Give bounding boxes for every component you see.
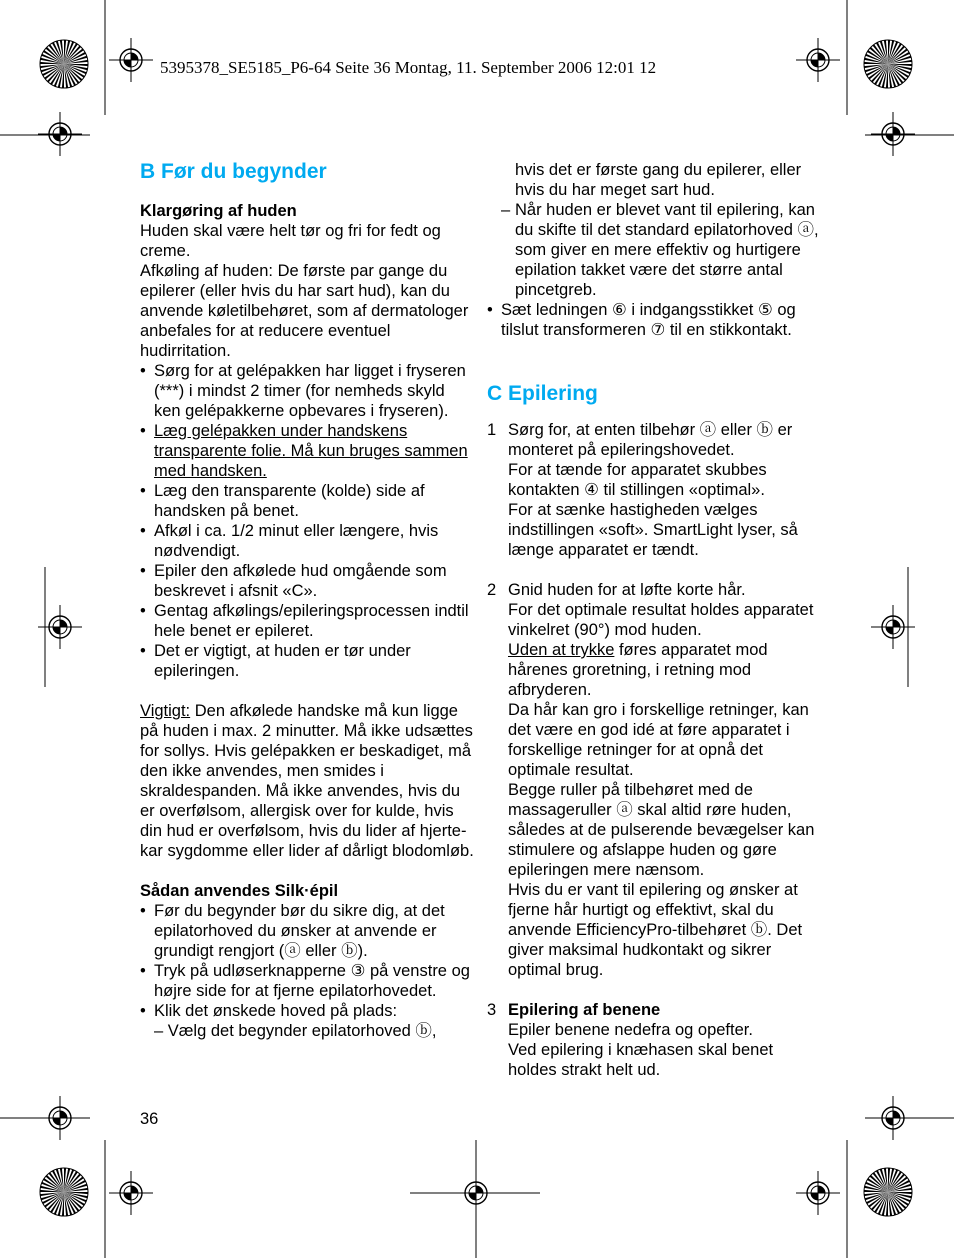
step-text: Epiler benene nedefra og opefter. <box>508 1021 753 1039</box>
paragraph-huden: Huden skal være helt tør og fri for fedt og creme. <box>140 222 441 260</box>
bullet-item: • Gentag afkølings/epileringsprocessen indtil hele benet er epileret. <box>140 601 475 641</box>
step-text: Ved epilering i knæhasen skal benet holdes strakt helt ud. <box>508 1041 774 1079</box>
dash-item: – Vælg det begynder epilatorhoved ⓑ, <box>154 1022 437 1040</box>
starburst-mark <box>40 40 88 88</box>
continued-text: hvis det er første gang du epilerer, eller hvis du har meget sart hud. <box>515 161 802 199</box>
paragraph-afkoling: Afkøling af huden: De første par gange du epilerer (eller hvis du har sart hud), kan du anvende køletilbehøret, som af dermatologer anbefales for at reducere eventuel hudirritation. <box>140 262 469 360</box>
numbered-step-1 <box>487 420 822 560</box>
bullet-item: • Læg den transparente (kolde) side af handsken på benet. <box>140 481 475 521</box>
starburst-mark <box>40 1168 88 1216</box>
step-text: Begge ruller på tilbehøret med de massageruller ⓐ skal altid røre huden, således at de pulserende bevægelser kan stimulere og afslappe huden og gøre epileringen mere nænsom. <box>508 781 815 879</box>
heading-sadan-anvendes: Sådan anvendes Silk·épil <box>140 882 339 900</box>
registration-target-mark <box>38 112 82 156</box>
step-text: Da hår kan gro i forskellige retninger, kan det være en god idé at føre apparatet i forskellige retninger for at opnå det optimale resultat. <box>508 701 809 779</box>
bullet-item: • Epiler den afkølede hud omgående som beskrevet i afsnit «C». <box>140 561 475 601</box>
step-text: For det optimale resultat holdes apparatet vinkelret (90°) mod huden. <box>508 601 814 639</box>
bullet-item: • Det er vigtigt, at huden er tør under epileringen. <box>140 641 475 681</box>
step-number: 2 <box>487 581 497 599</box>
step-heading: Epilering af benene <box>508 1001 661 1019</box>
section-b-title: B Før du begynder <box>140 160 327 183</box>
right-column <box>487 160 822 1080</box>
underlined-text: Læg gelépakken under handskens transparente folie. Må kun bruges sammen med handsken. <box>154 422 468 480</box>
numbered-step-2 <box>487 580 822 980</box>
bullet-item: • Sørg for at gelépakken har ligget i fryseren (***) i mindst 2 timer (for nemheds skyld ken gelépakkerne opbevares i fryseren). <box>140 361 475 421</box>
left-column <box>140 160 475 1041</box>
registration-target-mark <box>871 112 915 156</box>
bullet-item: • Før du begynder bør du sikre dig, at det epilatorhoved du ønsker at anvende er grundigt rengjort (ⓐ eller ⓑ). <box>140 901 475 961</box>
step-text: For at tænde for apparatet skubbes kontakten ④ til stillingen «optimal». <box>508 461 767 499</box>
registration-target-mark <box>109 1171 153 1215</box>
step-text: Hvis du er vant til epilering og ønsker at fjerne hår hurtigt og effektivt, skal du anvende EfficiencyPro-tilbehøret ⓑ. Det giver maksimal hudkontakt og sikrer optimal brug. <box>508 881 803 979</box>
dash-item: – Når huden er blevet vant til epilering, kan du skifte til det standard epilatorhoved ⓐ, som giver en mere effektiv og hurtigere epilation takket være det større antal pincetgreb. <box>501 200 822 300</box>
bullet-item <box>140 421 475 481</box>
registration-target-mark <box>796 1171 840 1215</box>
starburst-mark <box>864 1168 912 1216</box>
paragraph-vigtigt <box>140 701 475 861</box>
starburst-mark <box>864 40 912 88</box>
bullet-item: • Afkøl i ca. 1/2 minut eller længere, hvis nødvendigt. <box>140 521 475 561</box>
vigtigt-text: Den afkølede handske må kun ligge på huden i max. 2 minutter. Må ikke udsættes for sollys. Hvis gelépakken er beskadiget, må den ikke anvendes, men smides i skraldespanden. Må ikke anvendes, hvis du er overfølsom, allergisk over for kulde, hvis din hud er overfølsom, hvis du lider af hjerte-kar sygdomme eller lider af dårligt blodomløb. <box>140 702 474 860</box>
registration-target-mark <box>871 1096 915 1140</box>
registration-target-mark <box>796 38 840 82</box>
numbered-step-3 <box>487 1000 822 1080</box>
step-text: For at sænke hastigheden vælges indstillingen «soft». SmartLight lyser, så længe apparatet er tændt. <box>508 501 798 559</box>
bullet-item: • Sæt ledningen ⑥ i indgangsstikket ⑤ og tilslut transformeren ⑦ til en stikkontakt. <box>487 300 822 340</box>
bullet-item: • Klik det ønskede hoved på plads: <box>140 1001 475 1021</box>
step-number: 3 <box>487 1001 497 1019</box>
heading-klargoring: Klargøring af huden <box>140 202 297 220</box>
step-text: Gnid huden for at løfte korte hår. <box>508 581 746 599</box>
step-number: 1 <box>487 421 497 439</box>
registration-target-mark <box>38 1096 82 1140</box>
bullet-item: • Tryk på udløserknapperne ③ på venstre og højre side for at fjerne epilatorhovedet. <box>140 961 475 1001</box>
underlined-text: Uden at trykke <box>508 641 615 659</box>
step-text <box>508 640 822 700</box>
vigtigt-label: Vigtigt: <box>140 702 191 720</box>
registration-target-mark <box>109 38 153 82</box>
step-text: Sørg for, at enten tilbehør ⓐ eller ⓑ er monteret på epileringshovedet. <box>508 421 793 459</box>
step-text-rest: føres apparatet mod hårenes groretning, i retning mod afbryderen. <box>508 641 768 699</box>
section-c-title: C Epilering <box>487 382 598 405</box>
print-header-line: 5395378_SE5185_P6-64 Seite 36 Montag, 11. September 2006 12:01 12 <box>160 58 657 77</box>
page-number: 36 <box>140 1110 159 1128</box>
